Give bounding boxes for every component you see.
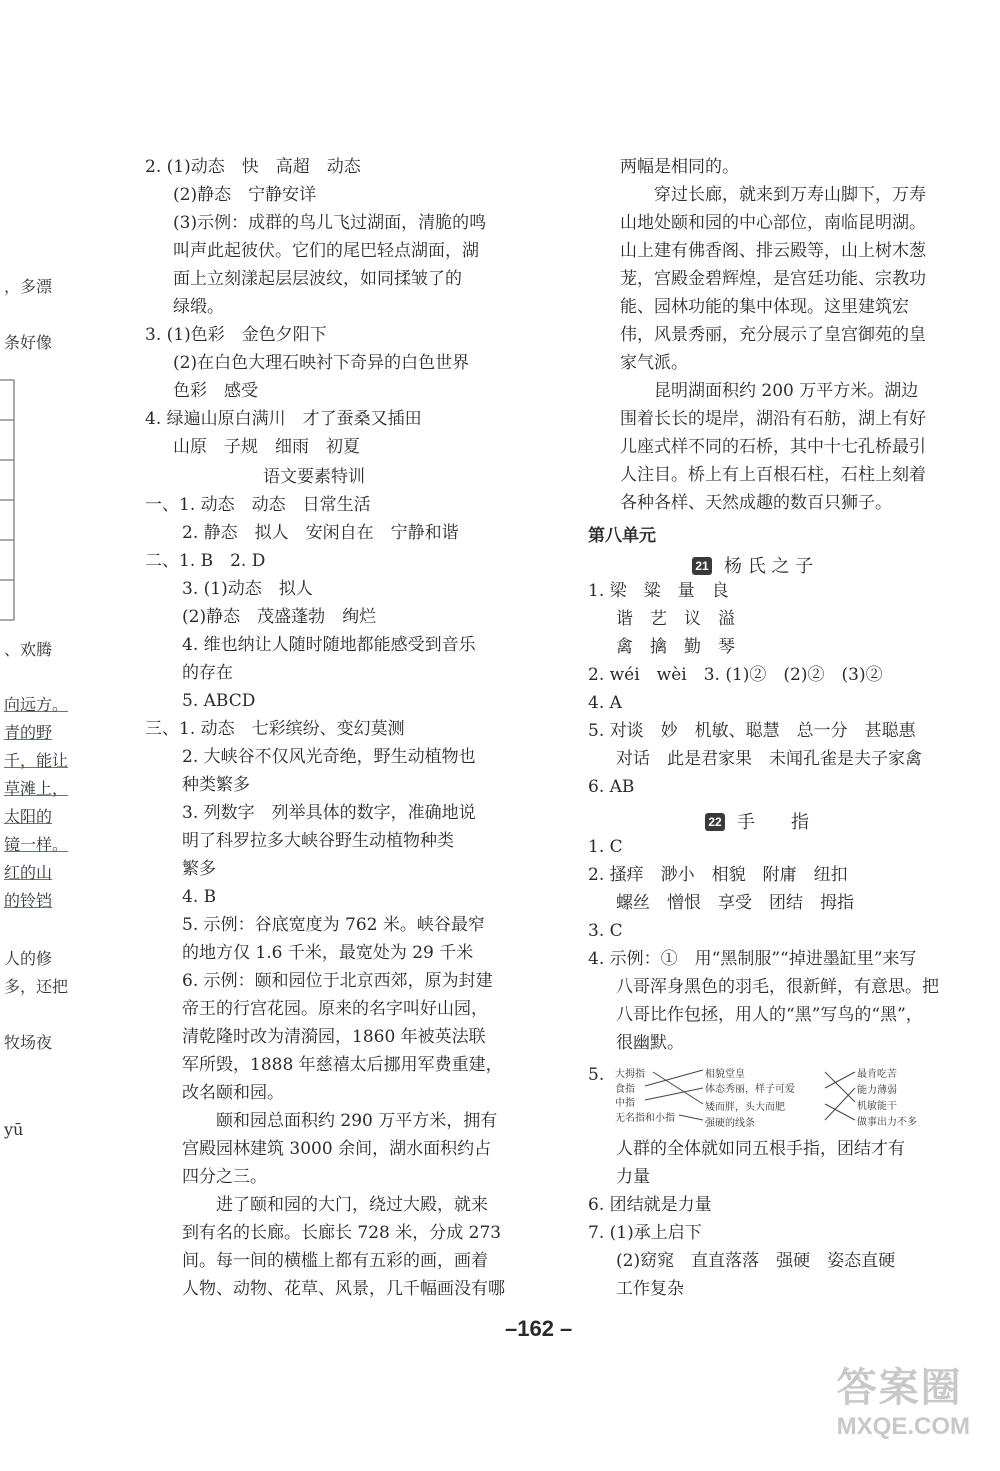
answer-line: 色彩 感受 — [173, 381, 258, 401]
answer-line: 八哥比作包拯，用人的“黑”写鸟的“黑”， — [616, 1005, 923, 1025]
left-text-fragment: 的铃铛 — [4, 891, 53, 910]
left-text-fragment: ，多漂 — [4, 277, 53, 296]
answer-line: 4. 绿遍山原白满川 才了蚕桑又插田 — [145, 409, 422, 429]
answer-line: (2)静态 茂盛蓬勃 绚烂 — [182, 607, 377, 627]
answer-line: 谐 艺 议 溢 — [616, 609, 735, 629]
answer-line: 围着长长的堤岸，湖沿有石舫，湖上有好 — [620, 409, 926, 429]
answer-line: 军所毁，1888 年慈禧太后挪用军费重建， — [182, 1055, 503, 1075]
answer-line: 5. 对谈 妙 机敏、聪慧 总一分 甚聪惠 — [588, 721, 916, 741]
lesson-title: 杨 氏 之 子 — [724, 556, 814, 577]
answer-line: 人注目。桥上有上百根石柱，石柱上刻着 — [620, 465, 926, 485]
answer-line: (2)在白色大理石映衬下奇异的白色世界 — [173, 353, 470, 373]
left-text-fragment: 向远方。 — [4, 695, 69, 714]
left-text-fragment: 镜一样。 — [4, 835, 69, 854]
answer-line: 四分之三。 — [182, 1167, 267, 1187]
finger-item: 食指 — [615, 1084, 635, 1095]
answer-line: 工作复杂 — [616, 1279, 684, 1299]
page-number: –162 – — [505, 1316, 573, 1341]
answer-line: 的存在 — [182, 663, 233, 683]
watermark-logo: 答案圈 — [836, 1366, 963, 1410]
trait-item: 最肯吃苦 — [857, 1069, 897, 1080]
answer-line: 伟，风景秀丽，充分展示了皇宫御苑的皇 — [620, 325, 926, 345]
answer-line: 3. C — [588, 921, 623, 941]
answer-line: 间。每一间的横槛上都有五彩的画，画着 — [182, 1251, 488, 1271]
answer-line: 4. B — [182, 887, 217, 907]
lesson-badge: 21 — [692, 557, 712, 575]
answer-line: 昆明湖面积约 200 万平方米。湖边 — [654, 381, 919, 401]
answer-line: 茏，宫殿金碧辉煌，是宫廷功能、宗教功 — [620, 269, 926, 289]
answer-line: 2. wéi wèi 3. (1)② (2)② (3)② — [588, 665, 883, 685]
answer-line: 三、1. 动态 七彩缤纷、变幻莫测 — [145, 719, 405, 739]
answer-line: 螺丝 憎恨 享受 团结 拇指 — [616, 893, 854, 913]
answer-line: 4. A — [588, 693, 622, 713]
answer-line: 繁多 — [182, 859, 216, 879]
look-item: 相貌堂皇 — [705, 1069, 745, 1080]
look-item: 体态秀丽，样子可爱 — [705, 1084, 795, 1095]
lesson-title: 手 指 — [737, 812, 809, 833]
answer-line: 5. — [588, 1065, 605, 1085]
table-grid-fragment — [0, 380, 22, 620]
answer-line: 7. (1)承上启下 — [588, 1223, 702, 1243]
answer-line: 帝王的行宫花园。原来的名字叫好山园， — [182, 999, 488, 1019]
answer-line: 5. ABCD — [182, 691, 256, 711]
answer-line: 3. 列数字 列举具体的数字，准确地说 — [182, 803, 476, 823]
answer-line: 对话 此是君家果 未闻孔雀是夫子家禽 — [616, 749, 922, 769]
answer-line: 宫殿园林建筑 3000 余间，湖水面积约占 — [182, 1139, 492, 1159]
answer-line: 6. 示例：颐和园位于北京西郊，原为封建 — [182, 971, 493, 991]
look-item: 矮而胖，头大而肥 — [705, 1102, 785, 1113]
answer-line: 颐和园总面积约 290 万平方米，拥有 — [216, 1111, 498, 1131]
answer-line: 儿座式样不同的石桥，其中十七孔桥最引 — [620, 437, 926, 457]
answer-line: 3. (1)动态 拟人 — [182, 579, 313, 599]
unit-title: 第八单元 — [588, 526, 656, 546]
answer-line: 山原 子规 细雨 初夏 — [173, 437, 360, 457]
matching-diagram — [615, 1062, 915, 1134]
left-text-fragment: 人的修 — [4, 949, 53, 968]
answer-line: 人群的全体就如同五根手指，团结才有 — [616, 1139, 905, 1159]
answer-line: 6. AB — [588, 777, 635, 797]
lesson-badge: 22 — [705, 813, 725, 831]
answer-line: 面上立刻漾起层层波纹，如同揉皱了的 — [173, 269, 462, 289]
answer-line: 1. C — [588, 837, 623, 857]
answer-line: 到有名的长廊。长廊长 728 米，分成 273 — [182, 1223, 502, 1243]
answer-line: 叫声此起彼伏。它们的尾巴轻点湖面，湖 — [173, 241, 479, 261]
left-text-fragment: 条好像 — [4, 333, 53, 352]
answer-line: 一、1. 动态 动态 日常生活 — [145, 495, 371, 515]
trait-item: 机敏能干 — [857, 1101, 897, 1112]
watermark-site: MXQE.COM — [836, 1413, 970, 1440]
answer-line: (2)窈窕 直直落落 强硬 姿态直硬 — [616, 1251, 896, 1271]
left-text-fragment: 千，能让 — [4, 751, 69, 770]
answer-line: 八哥浑身黑色的羽毛，很新鲜，有意思。把 — [616, 977, 939, 997]
answer-line: 人物、动物、花草、风景，几千幅画没有哪 — [182, 1279, 505, 1299]
trait-item: 能力薄弱 — [857, 1085, 897, 1096]
answer-line: 4. 维也纳让人随时随地都能感受到音乐 — [182, 635, 476, 655]
look-item: 强硬的线条 — [705, 1118, 755, 1129]
answer-line: 明了科罗拉多大峡谷野生动植物种类 — [182, 831, 454, 851]
left-text-fragment: 牧场夜 — [4, 1033, 53, 1052]
finger-item: 无名指和小指 — [615, 1113, 675, 1124]
answer-line: 3. (1)色彩 金色夕阳下 — [145, 325, 327, 345]
answer-line: 语文要素特训 — [263, 467, 365, 487]
answer-line: 能、园林功能的集中体现。这里建筑宏 — [620, 297, 909, 317]
watermark — [837, 1356, 970, 1441]
answer-line: 种类繁多 — [182, 775, 250, 795]
answer-line: 绿缎。 — [173, 297, 224, 317]
answer-line: 家气派。 — [620, 353, 688, 373]
answer-line: 二、1. B 2. D — [145, 551, 266, 571]
left-text-fragment: yū — [4, 1120, 24, 1139]
answer-line: 6. 团结就是力量 — [588, 1195, 712, 1215]
answer-line: 4. 示例：① 用“黑制服”“掉进墨缸里”来写 — [588, 949, 917, 969]
lesson-21-heading — [692, 552, 813, 578]
answer-line: 改名颐和园。 — [182, 1083, 284, 1103]
answer-line: 穿过长廊，就来到万寿山脚下，万寿 — [654, 185, 926, 205]
answer-line: 山上建有佛香阁、排云殿等，山上树木葱 — [620, 241, 926, 261]
finger-item: 中指 — [615, 1098, 635, 1109]
answer-line: 各种各样、天然成趣的数百只狮子。 — [620, 493, 892, 513]
finger-item: 大拇指 — [615, 1069, 645, 1080]
left-text-fragment: 红的山 — [4, 863, 53, 882]
left-text-fragment: 青的野 — [4, 723, 53, 742]
left-text-fragment: 太阳的 — [4, 807, 53, 826]
left-text-fragment: 多，还把 — [4, 977, 69, 996]
answer-line: 山地处颐和园的中心部位，南临昆明湖。 — [620, 213, 926, 233]
left-text-fragment: 草滩上， — [4, 779, 69, 798]
answer-line: 清乾隆时改为清漪园，1860 年被英法联 — [182, 1027, 486, 1047]
left-text-fragment: 、欢腾 — [4, 640, 53, 659]
answer-line: (3)示例：成群的鸟儿飞过湖面，清脆的鸣 — [173, 213, 487, 233]
answer-line: 2. (1)动态 快 高超 动态 — [145, 157, 361, 177]
answer-line: 5. 示例：谷底宽度为 762 米。峡谷最窄 — [182, 915, 485, 935]
lesson-22-heading — [705, 808, 809, 834]
trait-item: 做事出力不多 — [857, 1117, 917, 1128]
answer-line: 1. 梁 粱 量 良 — [588, 581, 729, 601]
answer-line: 2. 搔痒 渺小 相貌 附庸 纽扣 — [588, 865, 848, 885]
answer-line: 2. 静态 拟人 安闲自在 宁静和谐 — [182, 523, 459, 543]
answer-line: 很幽默。 — [616, 1033, 684, 1053]
answer-line: 2. 大峡谷不仅风光奇绝，野生动植物也 — [182, 747, 476, 767]
answer-line: 进了颐和园的大门，绕过大殿，就来 — [216, 1195, 488, 1215]
answer-line: 两幅是相同的。 — [620, 157, 739, 177]
answer-line: 禽 擒 勤 琴 — [616, 637, 735, 657]
answer-line: (2)静态 宁静安详 — [173, 185, 317, 205]
left-column-fragment — [0, 0, 69, 1471]
answer-line: 的地方仅 1.6 千米，最宽处为 29 千米 — [182, 943, 474, 963]
answer-line: 力量 — [616, 1167, 650, 1187]
